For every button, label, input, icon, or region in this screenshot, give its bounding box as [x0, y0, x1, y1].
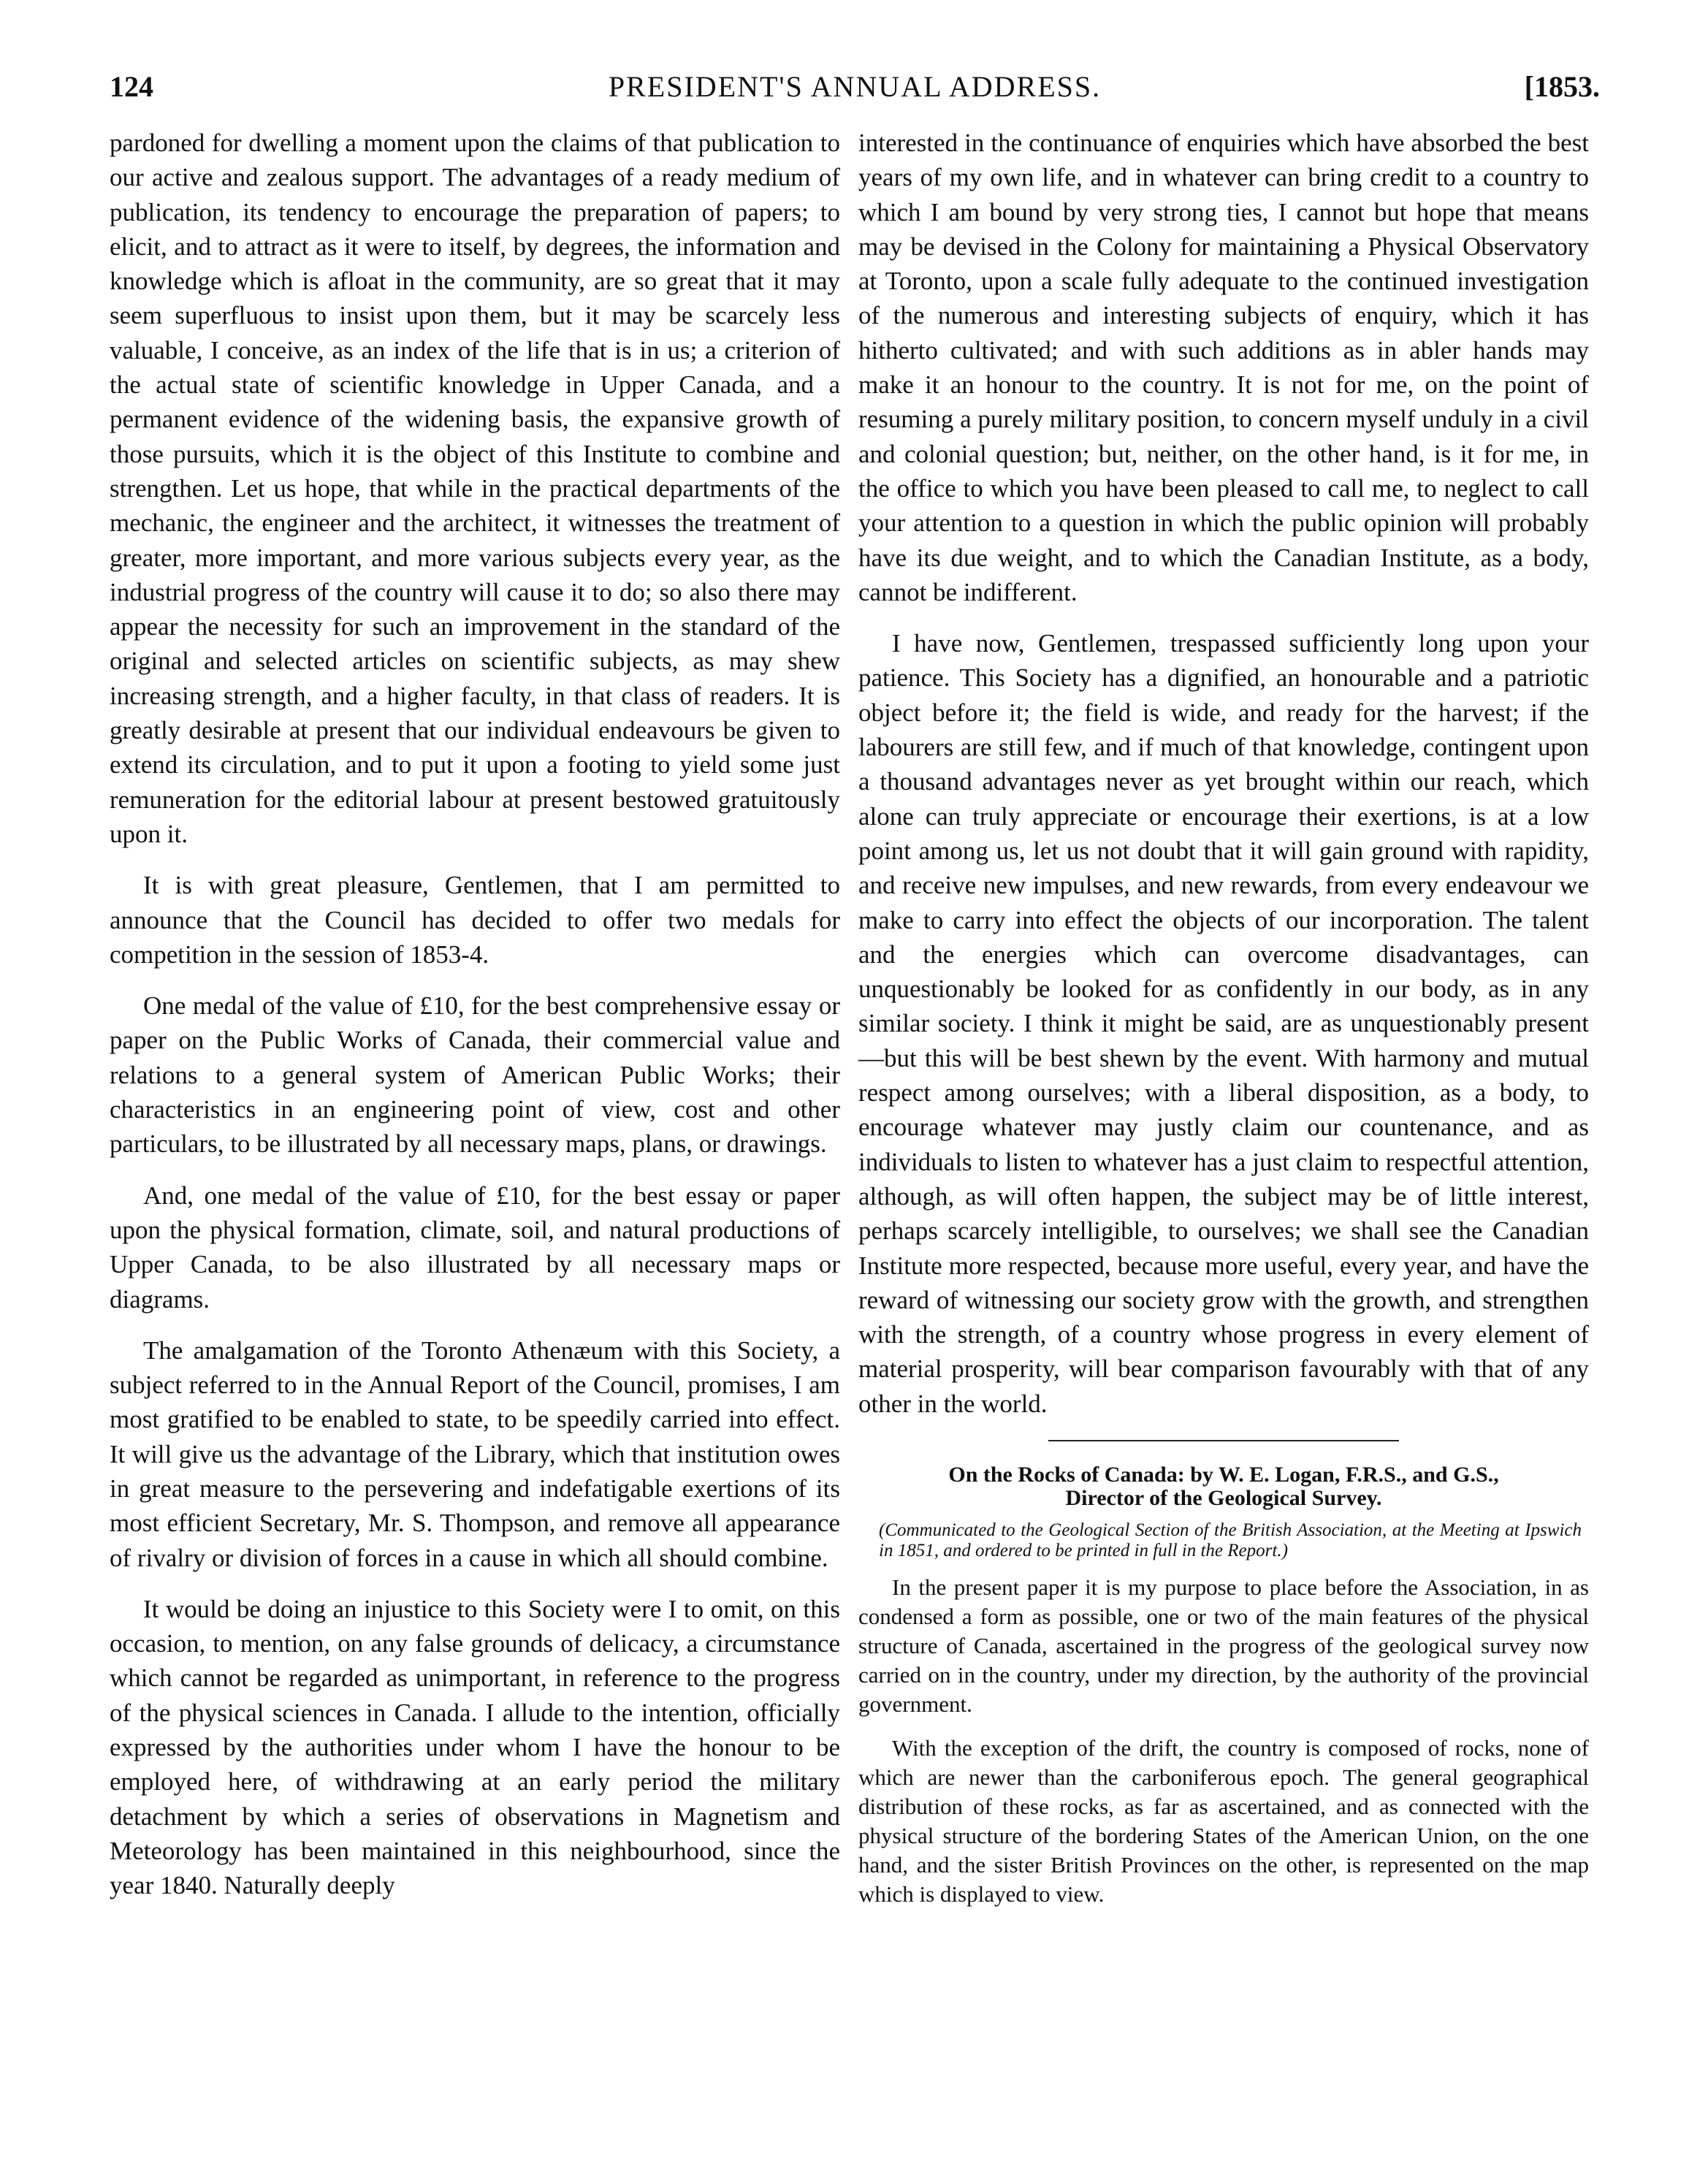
- paragraph: With the exception of the drift, the country is composed of rocks, none of which are newer than the carboniferous epoch. The general geographical distribution of these rocks, as far as ascertained, and as connected with the physical structure of the bordering States of the American Union, on the one hand, and the sister British Provinces on the other, is represented on the map which is displayed to view.: [858, 1734, 1589, 1907]
- running-header: [110, 69, 1600, 113]
- paragraph: One medal of the value of £10, for the best comprehensive essay or paper on the Public Works of Canada, their commercial value and relations to a general system of American Public Works; their characteristics in an engineering point of view, cost and other particulars, to be illustrated by all necessary maps, plans, or drawings.: [110, 991, 840, 1159]
- article-note: (Communicated to the Geological Section of the British Association, at the Meeting at Ipswich in 1851, and ordered to be printed in full in the Report.): [879, 1520, 1582, 1560]
- article-title-line: On the Rocks of Canada: by W. E. Logan, F.R.S., and G.S.,: [948, 1462, 1499, 1487]
- left-column: [110, 126, 840, 1903]
- page-number: 124: [110, 70, 153, 103]
- paragraph: And, one medal of the value of £10, for the best essay or paper upon the physical formation, climate, soil, and natural productions of Upper Canada, to be also illustrated by all necessary maps or diagrams.: [110, 1181, 840, 1314]
- article-title-line: Director of the Geological Survey.: [1065, 1485, 1382, 1510]
- article-title: [858, 1463, 1589, 1510]
- paragraph: pardoned for dwelling a moment upon the claims of that publication to our active and zealous support. The advantages of a ready medium of publication, its tendency to encourage the preparation of papers; to elicit, and to attract as it were to itself, by degrees, the information and knowledge which is afloat in the community, are so great that it may seem superfluous to insist upon them, but it may be scarcely less valuable, I conceive, as an index of the life that is in us; a criterion of the actual state of scientific knowledge in Upper Canada, and a permanent evidence of the widening basis, the expansive growth of those pursuits, which it is the object of this Institute to combine and strengthen. Let us hope, that while in the practical departments of the mechanic, the engineer and the architect, it witnesses the treatment of greater, more important, and more various subjects every year, as the industrial progress of the country will cause it to do; so also there may appear the necessity for such an improvement in the standard of the original and selected articles on scientific subjects, as may shew increasing strength, and a higher faculty, in that class of readers. It is greatly desirable at present that our individual endeavours be given to extend its circulation, and to put it upon a footing to yield some just remuneration for the editorial labour at present bestowed gratuitously upon it.: [110, 129, 840, 848]
- paragraph: In the present paper it is my purpose to place before the Association, in as condensed a form as possible, one or two of the main features of the physical structure of Canada, ascertained in the progress of the geological survey now carried on in the country, under my direction, by the authority of the provincial government.: [858, 1574, 1589, 1717]
- right-column: [858, 126, 1589, 1909]
- paragraph: I have now, Gentlemen, trespassed sufficiently long upon your patience. This Society has a dignified, an honourable and a patriotic object before it; the field is wide, and ready for the harvest; if the labourers are still few, and if much of that knowledge, contingent upon a thousand advantages never as yet brought within our reach, which alone can truly appreciate or encourage their exertions, is at a low point among us, let us not doubt that it will gain ground with rapidity, and receive new impulses, and new rewards, from every endeavour we make to carry into effect the objects of our incorporation. The talent and the energies which can overcome disadvantages, can unquestionably be looked for as confidently in our body, as in any similar society. I think it might be said, are as unquestionably present—but this will be best shewn by the event. With harmony and mutual respect among ourselves; with a liberal disposition, as a body, to encourage whatever may justly claim our countenance, and as individuals to listen to whatever has a just claim to respectful attention, although, as will often happen, the subject may be of little interest, perhaps scarcely intelligible, to ourselves; we shall see the Canadian Institute more respected, because more useful, every year, and have the reward of witnessing our society grow with the growth, and strengthen with the strength, of a country whose progress in every element of material prosperity, will bear comparison favourably with that of any other in the world.: [858, 629, 1589, 1418]
- section-divider: [1048, 1440, 1399, 1441]
- paragraph: It would be doing an injustice to this Society were I to omit, on this occasion, to mention, on any false grounds of delicacy, a circumstance which cannot be regarded as unimportant, in reference to the progress of the physical sciences in Canada. I allude to the intention, officially expressed by the authorities under whom I have the honour to be employed here, of withdrawing at an early period the military detachment by which a series of observations in Magnetism and Meteorology has been maintained in this neighbourhood, since the year 1840. Naturally deeply: [110, 1594, 840, 1900]
- address-conclusion: [858, 126, 1589, 1421]
- paragraph: The amalgamation of the Toronto Athenæum with this Society, a subject referred to in the Annual Report of the Council, promises, I am most gratified to be enabled to state, to be speedily carried into effect. It will give us the advantage of the Library, which that institution owes in great measure to the persevering and indefatigable exertions of its most efficient Secretary, Mr. S. Thompson, and remove all appearance of rivalry or division of forces in a cause in which all should combine.: [110, 1335, 840, 1572]
- article: [858, 1463, 1589, 1909]
- header-year: [1853.: [1524, 70, 1600, 103]
- paragraph: It is with great pleasure, Gentlemen, that I am permitted to announce that the Council has decided to offer two medals for competition in the session of 1853-4.: [110, 871, 840, 969]
- running-title: PRESIDENT'S ANNUAL ADDRESS.: [608, 70, 1102, 103]
- paragraph: interested in the continuance of enquiries which have absorbed the best years of my own life, and in whatever can bring credit to a country to which I am bound by very strong ties, I cannot but hope that means may be devised in the Colony for maintaining a Physical Observatory at Toronto, upon a scale fully adequate to the continued investigation of the numerous and interesting subjects of enquiry, which it has hitherto cultivated; and with such additions as in abler hands may make it an honour to the country. It is not for me, on the point of resuming a purely military position, to concern myself unduly in a civil and colonial question; but, neither, on the other hand, is it for me, in the office to which you have been pleased to call me, to neglect to call your attention to a question in which the public opinion will probably have its due weight, and to which the Canadian Institute, as a body, cannot be indifferent.: [858, 129, 1589, 606]
